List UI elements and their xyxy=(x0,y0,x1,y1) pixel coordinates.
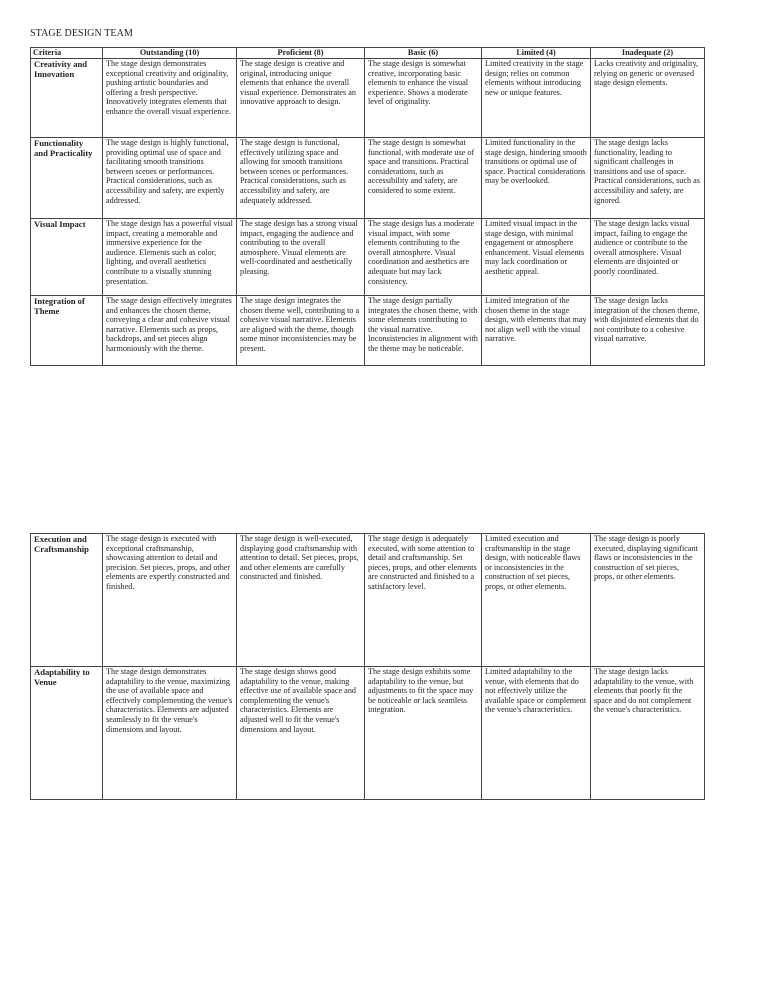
header-inadequate: Inadequate (2) xyxy=(591,48,705,59)
table-cell: The stage design lacks adaptability to the venue, with elements that poorly fit the space and do not complement the venue's characteristics. xyxy=(591,667,705,800)
criterion-label: Visual Impact xyxy=(31,219,103,296)
table-cell: The stage design partially integrates the chosen theme, with some elements contributing to the visual narrative. Inconsistencies in alignment with the theme may be noticeable. xyxy=(365,296,482,366)
table-cell: The stage design is well-executed, displaying good craftsmanship with attention to detail. Set pieces, props, and other elements are carefully constructed and finished. xyxy=(237,534,365,667)
rubric-table-continued xyxy=(30,533,705,800)
table-cell: The stage design is creative and original, introducing unique elements that enhance the overall visual experience. Demonstrates an innovative approach to design. xyxy=(237,59,365,138)
rubric-table xyxy=(30,47,705,366)
table-cell: The stage design has a strong visual impact, engaging the audience and contributing to the overall atmosphere. Visual elements are well-coordinated and aesthetically pleasing. xyxy=(237,219,365,296)
table-row xyxy=(31,59,705,138)
table-cell: The stage design lacks integration of the chosen theme, with disjointed elements that do not contribute to a cohesive visual narrative. xyxy=(591,296,705,366)
table-cell: Limited visual impact in the stage design, with minimal engagement or atmosphere enhancement. Visual elements may lack coordination or aesthetic appeal. xyxy=(482,219,591,296)
table-cell: Lacks creativity and originality, relying on generic or overused stage design elements. xyxy=(591,59,705,138)
header-row xyxy=(31,48,705,59)
table-cell: The stage design is somewhat creative, incorporating basic elements to enhance the visual experience. Shows a moderate level of originality. xyxy=(365,59,482,138)
table-cell: Limited integration of the chosen theme in the stage design, with elements that may not align well with the visual narrative. xyxy=(482,296,591,366)
table-cell: The stage design demonstrates exceptional creativity and originality, pushing artistic boundaries and offering a fresh perspective. Innovatively integrates elements that enhance the overall visual experience. xyxy=(103,59,237,138)
table-cell: The stage design is executed with exceptional craftsmanship, showcasing attention to detail and precision. Set pieces, props, and other elements are expertly constructed and finished. xyxy=(103,534,237,667)
table-cell: Limited functionality in the stage design, hindering smooth transitions or optimal use of space. Practical considerations may be overlooked. xyxy=(482,138,591,219)
table-row xyxy=(31,534,705,667)
table-cell: The stage design is somewhat functional, with moderate use of space and transitions. Practical considerations, such as accessibility and safety, are considered to some extent. xyxy=(365,138,482,219)
document-title: STAGE DESIGN TEAM xyxy=(30,28,133,39)
table-cell: The stage design is functional, effectively utilizing space and allowing for smooth transitions between scenes or performances. Practical considerations, such as accessibility and safety, are adequately addressed. xyxy=(237,138,365,219)
table-cell: The stage design demonstrates adaptability to the venue, maximizing the use of available space and effectively complementing the venue's characteristics. Elements are adjusted seamlessly to fit the venue's dimensions and layout. xyxy=(103,667,237,800)
header-limited: Limited (4) xyxy=(482,48,591,59)
table-row xyxy=(31,667,705,800)
table-row xyxy=(31,138,705,219)
table-cell: The stage design exhibits some adaptability to the venue, but adjustments to fit the space may be noticeable or lack seamless integration. xyxy=(365,667,482,800)
table-row xyxy=(31,219,705,296)
table-cell: The stage design is adequately executed, with some attention to detail and craftsmanship. Set pieces, props, and other elements are constructed and finished to a satisfactory level. xyxy=(365,534,482,667)
criterion-label: Creativity and Innovation xyxy=(31,59,103,138)
table-cell: Limited adaptability to the venue, with elements that do not effectively utilize the available space or complement the venue's characteristics. xyxy=(482,667,591,800)
table-cell: The stage design lacks visual impact, failing to engage the audience or contribute to the overall atmosphere. Visual elements are disjointed or poorly coordinated. xyxy=(591,219,705,296)
criterion-label: Integration of Theme xyxy=(31,296,103,366)
table-cell: The stage design effectively integrates and enhances the chosen theme, conveying a clear and cohesive visual narrative. Elements such as props, backdrops, and set pieces align harmoniously with the theme. xyxy=(103,296,237,366)
header-outstanding: Outstanding (10) xyxy=(103,48,237,59)
criterion-label: Adaptability to Venue xyxy=(31,667,103,800)
table-cell: The stage design is highly functional, providing optimal use of space and facilitating smooth transitions between scenes or performances. Practical considerations, such as accessibility and safety, are expertly addressed. xyxy=(103,138,237,219)
table-cell: The stage design shows good adaptability to the venue, making effective use of available space and complementing the venue's characteristics. Elements are adjusted well to fit the venue's dimensions and layout. xyxy=(237,667,365,800)
table-cell: The stage design lacks functionality, leading to significant challenges in transitions and use of space. Practical considerations, such as accessibility and safety, are ignored. xyxy=(591,138,705,219)
criterion-label: Execution and Craftsmanship xyxy=(31,534,103,667)
table-cell: Limited creativity in the stage design; relies on common elements without introducing new or unique features. xyxy=(482,59,591,138)
header-criteria: Criteria xyxy=(31,48,103,59)
table-cell: Limited execution and craftsmanship in the stage design, with noticeable flaws or inconsistencies in the construction of set pieces, props, or other elements. xyxy=(482,534,591,667)
table-cell: The stage design has a powerful visual impact, creating a memorable and immersive experience for the audience. Elements such as color, lighting, and overall aesthetics contribute to a visually stunning presentation. xyxy=(103,219,237,296)
header-proficient: Proficient (8) xyxy=(237,48,365,59)
table-cell: The stage design has a moderate visual impact, with some elements contributing to the overall atmosphere. Visual coordination and aesthetics are adequate but may lack consistency. xyxy=(365,219,482,296)
header-basic: Basic (6) xyxy=(365,48,482,59)
table-cell: The stage design integrates the chosen theme well, contributing to a cohesive visual narrative. Elements are aligned with the theme, though some minor inconsistencies may be present. xyxy=(237,296,365,366)
criterion-label: Functionality and Practicality xyxy=(31,138,103,219)
table-cell: The stage design is poorly executed, displaying significant flaws or inconsistencies in the construction of set pieces, props, or other elements. xyxy=(591,534,705,667)
table-row xyxy=(31,296,705,366)
